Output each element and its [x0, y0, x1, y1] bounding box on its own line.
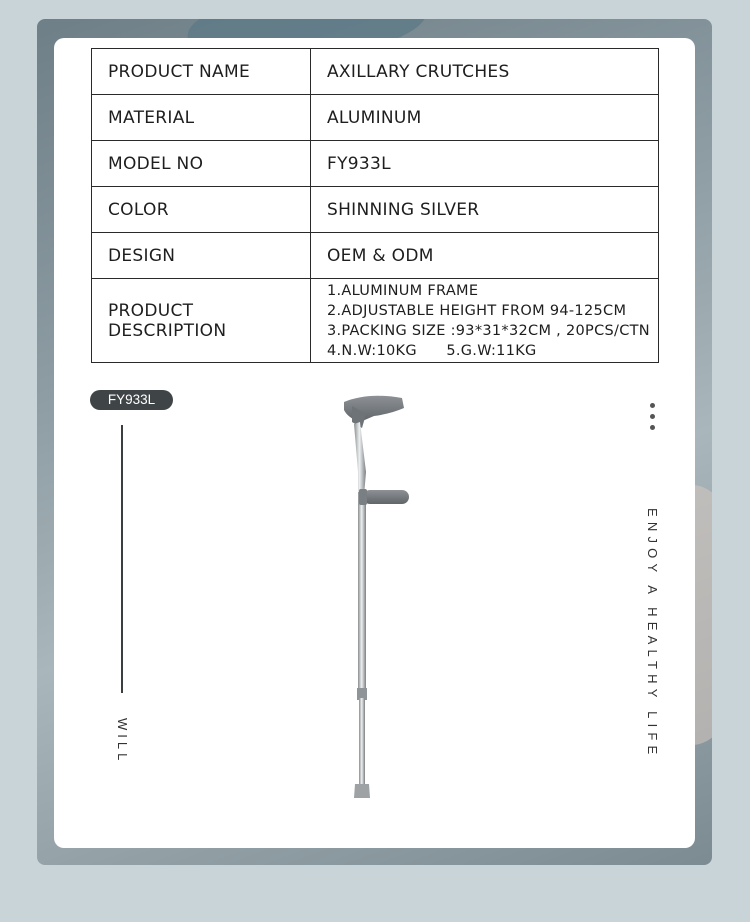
spec-value: FY933L: [311, 141, 659, 187]
spec-value: AXILLARY CRUTCHES: [311, 49, 659, 95]
description-line: 1.ALUMINUM FRAME: [327, 282, 479, 299]
spec-value: ALUMINUM: [311, 95, 659, 141]
spec-table: [91, 48, 659, 363]
spec-value: OEM & ODM: [311, 233, 659, 279]
spec-value: SHINNING SILVER: [311, 187, 659, 233]
vertical-divider: [121, 425, 123, 693]
table-row: [92, 279, 659, 363]
side-text-right: ENJOY A HEALTHY LIFE: [645, 508, 660, 760]
spec-label: PRODUCT NAME: [92, 49, 311, 95]
description-lines: [311, 279, 659, 363]
description-line: 3.PACKING SIZE :93*31*32CM , 20PCS/CTN: [327, 322, 650, 339]
model-badge: FY933L: [90, 390, 173, 410]
table-row: [92, 49, 659, 95]
description-line: 2.ADJUSTABLE HEIGHT FROM 94-125CM: [327, 302, 627, 319]
description-line: 4.N.W:10KG 5.G.W:11KG: [327, 342, 537, 359]
vertical-dots-icon: [650, 403, 656, 436]
table-row: [92, 233, 659, 279]
spec-label: MODEL NO: [92, 141, 311, 187]
spec-label: MATERIAL: [92, 95, 311, 141]
spec-label: DESIGN: [92, 233, 311, 279]
spec-label: PRODUCT DESCRIPTION: [92, 279, 311, 363]
spec-label: COLOR: [92, 187, 311, 233]
forearm-crutch-image: [330, 392, 420, 804]
table-row: [92, 95, 659, 141]
side-text-left: WILL: [115, 718, 130, 765]
table-row: [92, 187, 659, 233]
table-row: [92, 141, 659, 187]
